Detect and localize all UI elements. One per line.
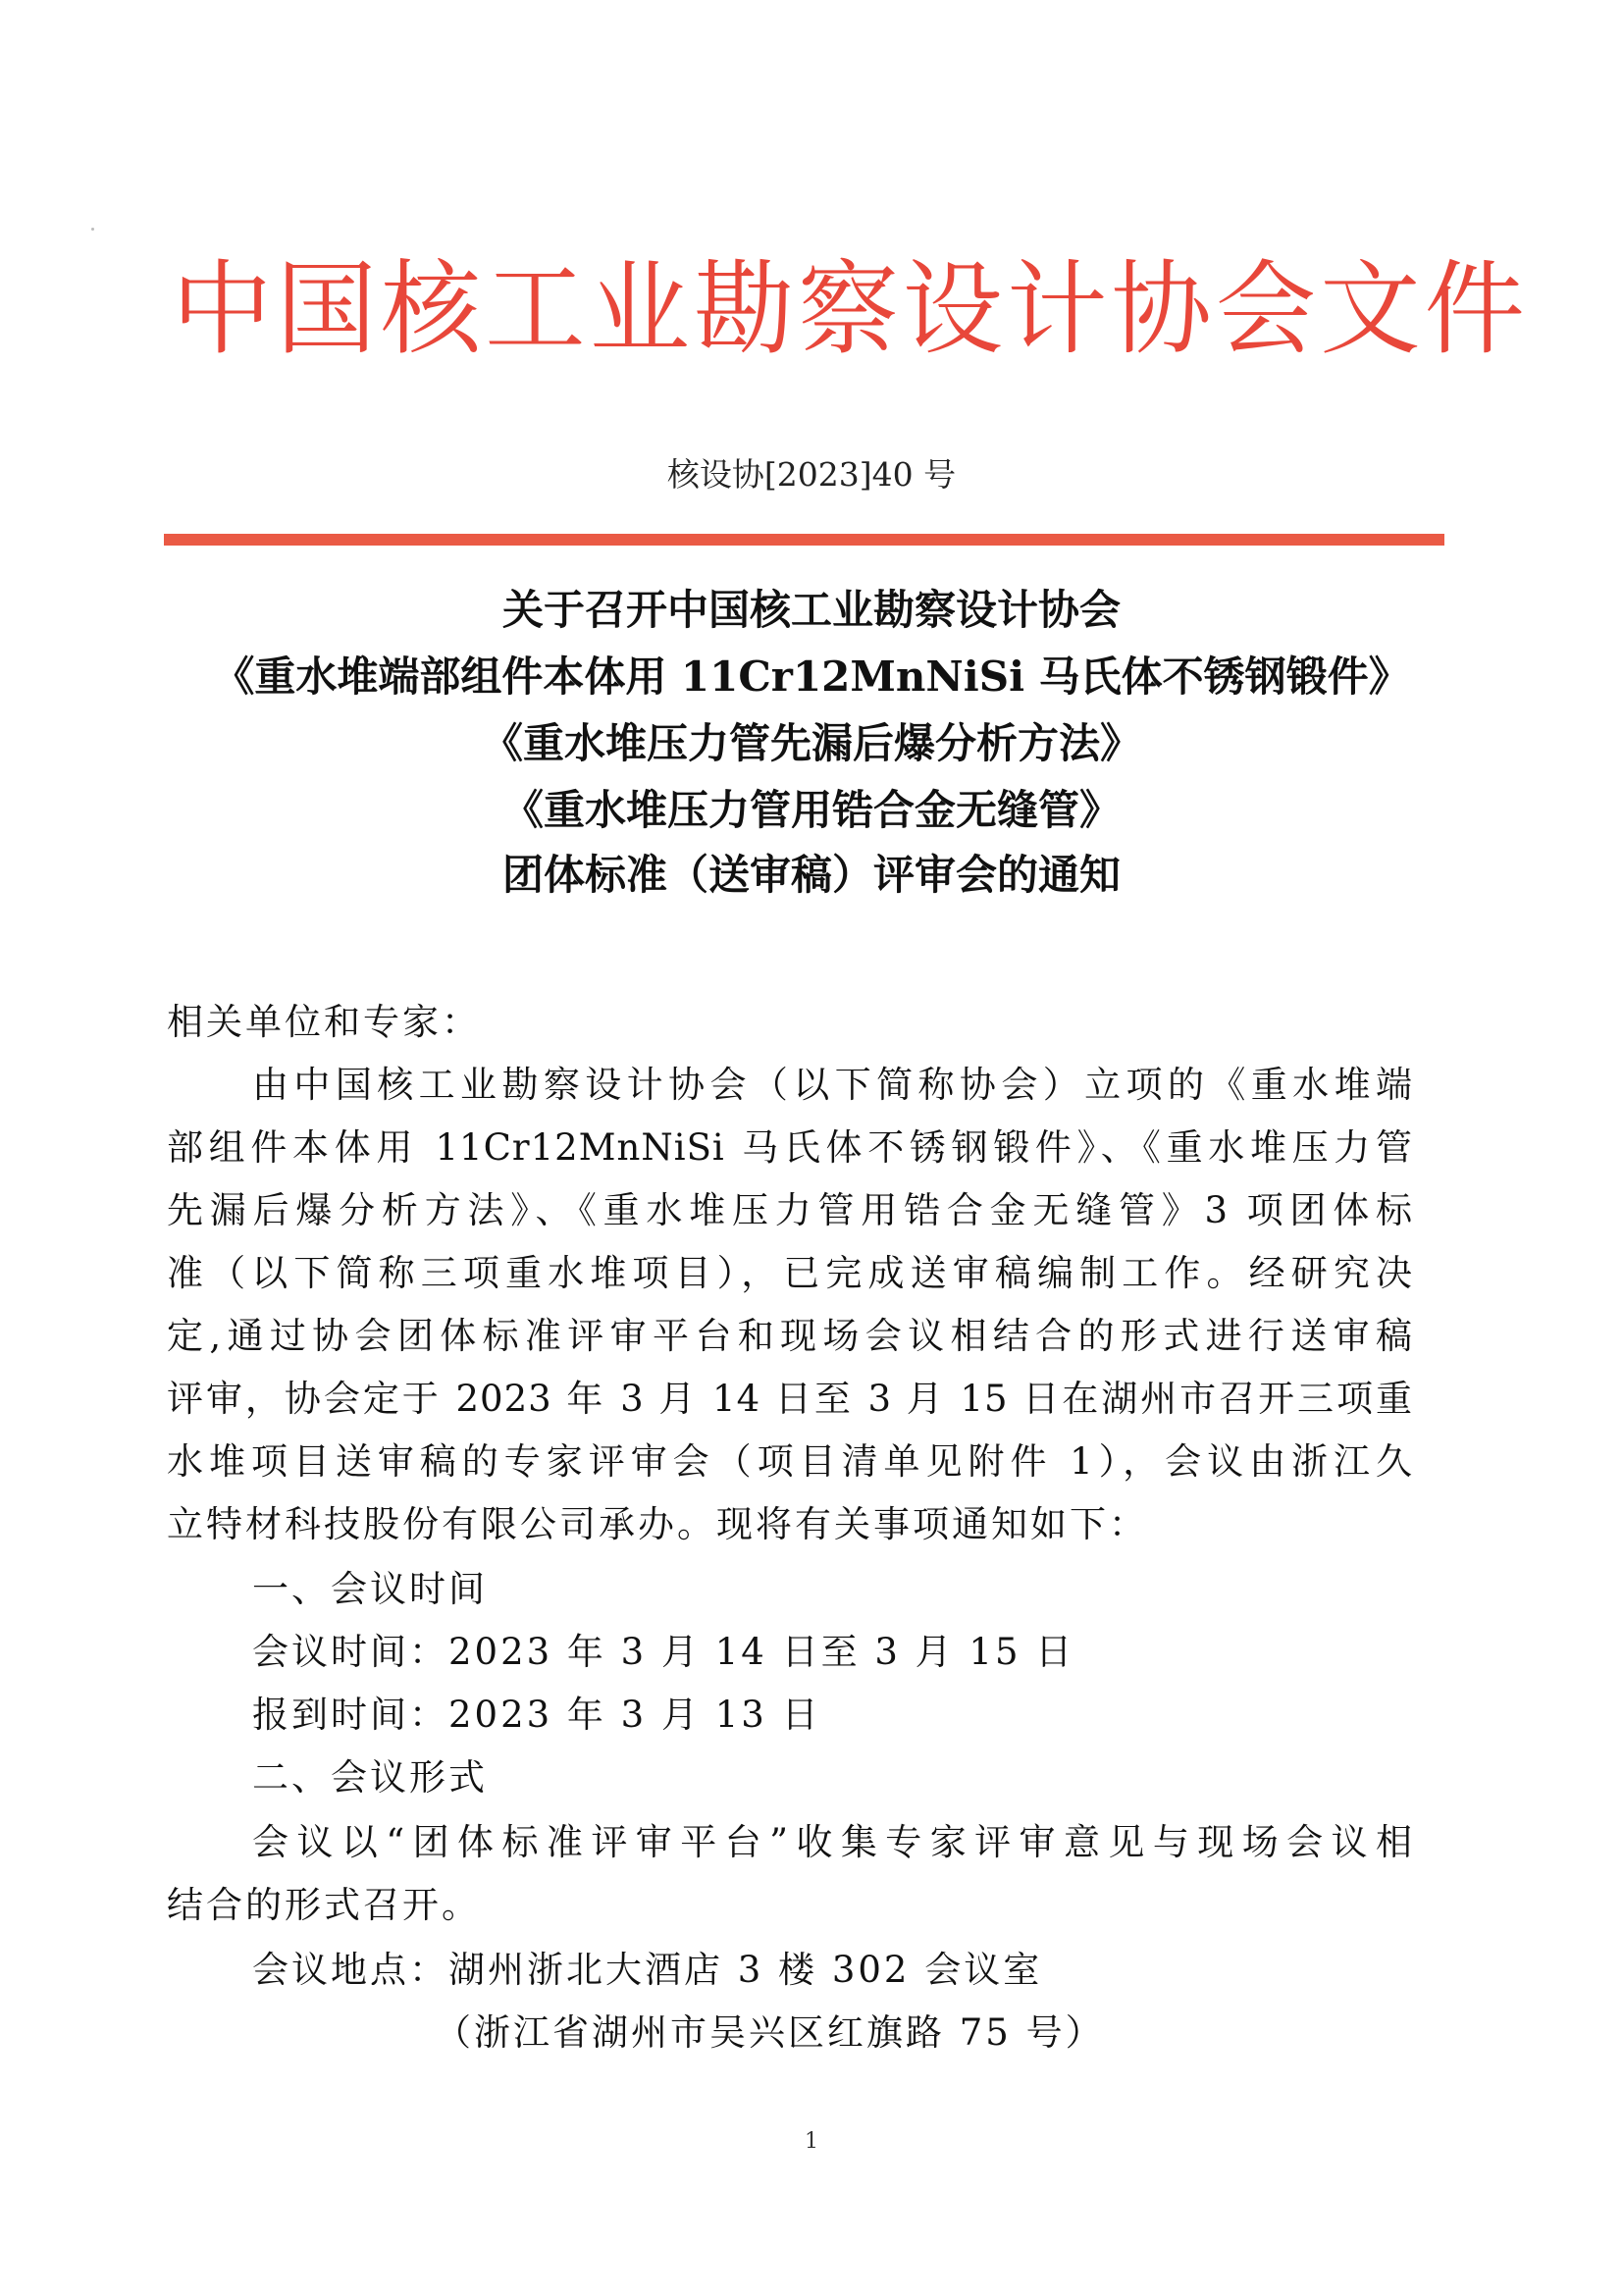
intro-line-3: 先漏后爆分析方法》、《重水堆压力管用锆合金无缝管》3 项团体标 (167, 1189, 1413, 1231)
salutation: 相关单位和专家： (167, 1001, 481, 1043)
intro-line-4: 准（以下简称三项重水堆项目），已完成送审稿编制工作。经研究决 (167, 1252, 1413, 1294)
document-number: 核设协[2023]40 号 (666, 455, 957, 494)
format-line-2: 结合的形式召开。 (167, 1884, 481, 1926)
masthead-title: 中国核工业勘察设计协会文件 (172, 249, 1529, 369)
notice-title-line-5: 团体标准（送审稿）评审会的通知 (501, 851, 1121, 899)
section-heading-meeting-format: 二、会议形式 (252, 1756, 488, 1799)
section-heading-meeting-time: 一、会议时间 (252, 1568, 488, 1610)
meeting-location: 会议地点：湖州浙北大酒店 3 楼 302 会议室 (252, 1949, 1043, 1991)
red-divider-line (164, 534, 1444, 546)
checkin-time: 报到时间：2023 年 3 月 13 日 (252, 1694, 821, 1736)
intro-line-6: 评审，协会定于 2023 年 3 月 14 日至 3 月 15 日在湖州市召开三项重 (167, 1378, 1413, 1420)
notice-title-line-2: 《重水堆端部组件本体用 11Cr12MnNiSi 马氏体不锈钢锻件》 (213, 652, 1410, 701)
intro-line-5: 定,通过协会团体标准评审平台和现场会议相结合的形式进行送审稿 (167, 1315, 1413, 1357)
format-line-1: 会议以“团体标准评审平台”收集专家评审意见与现场会议相 (252, 1821, 1413, 1863)
page-number: 1 (805, 2129, 818, 2154)
notice-title-line-4: 《重水堆压力管用锆合金无缝管》 (501, 786, 1121, 834)
intro-line-1: 由中国核工业勘察设计协会（以下简称协会）立项的《重水堆端 (252, 1064, 1413, 1106)
intro-line-8: 立特材科技股份有限公司承办。现将有关事项通知如下： (167, 1503, 1148, 1545)
notice-title-line-1: 关于召开中国核工业勘察设计协会 (501, 586, 1121, 634)
intro-line-2: 部组件本体用 11Cr12MnNiSi 马氏体不锈钢锻件》、《重水堆压力管 (167, 1126, 1413, 1169)
intro-line-7: 水堆项目送审稿的专家评审会（项目清单见附件 1），会议由浙江久 (167, 1440, 1413, 1483)
meeting-time: 会议时间：2023 年 3 月 14 日至 3 月 15 日 (252, 1631, 1075, 1673)
meeting-address: （浙江省湖州市吴兴区红旗路 75 号） (435, 2011, 1105, 2054)
notice-title-line-3: 《重水堆压力管先漏后爆分析方法》 (481, 719, 1141, 767)
scan-speck (91, 228, 94, 231)
